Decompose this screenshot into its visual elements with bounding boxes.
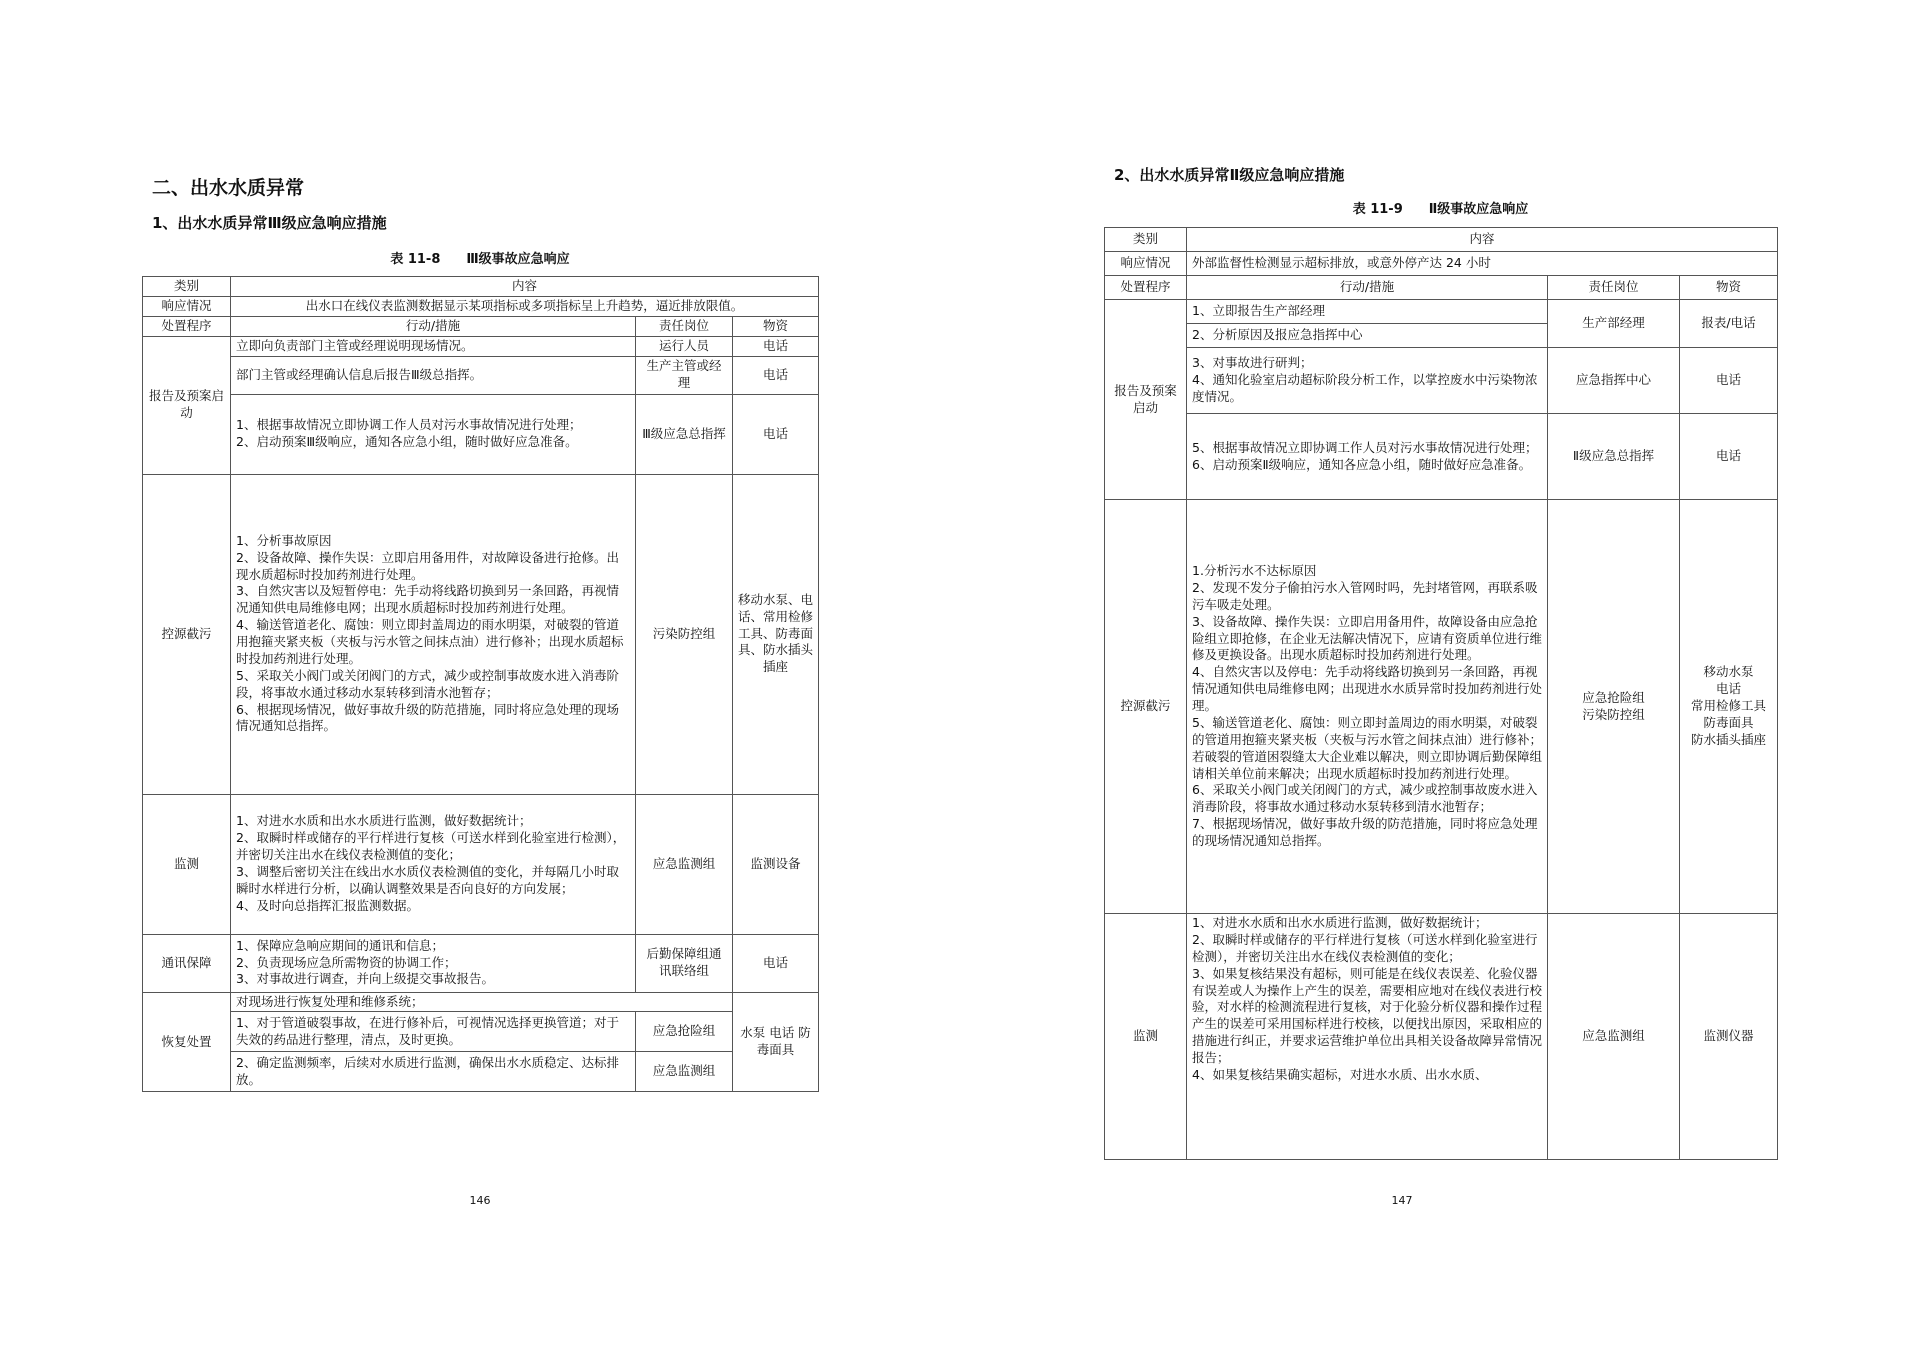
category-cell: 监测	[1105, 914, 1187, 1160]
post-cell: 应急监测组	[636, 1052, 733, 1092]
action-cell: 1、保障应急响应期间的通讯和信息； 2、负责现场应急所需物资的协调工作； 3、对事故进行调查，并向上级提交事故报告。	[231, 934, 636, 992]
material-cell: 监测设备	[733, 794, 819, 934]
table-11-9	[1104, 227, 1778, 1160]
action-cell: 1、分析事故原因 2、设备故障、操作失误：立即启用备用件，对故障设备进行抢修。出现水质超标时投加药剂进行处理。 3、自然灾害以及短暂停电：先手动将线路切换到另一条回路，再视情况通知供电局维修电网；出现水质超标时投加药剂进行处理。 4、输送管道老化、腐蚀：则立即封盖周边的雨水明渠，对破裂的管道用抱箍夹紧夹板（夹板与污水管之间抹点油）进行修补；出现水质超标时投加药剂进行处理。 5、采取关小阀门或关闭阀门的方式，减少或控制事故废水进入消毒阶段，将事故水通过移动水泵转移到清水池暂存； 6、根据现场情况，做好事故升级的防范措施，同时将应急处理的现场情况通知总指挥。	[231, 474, 636, 794]
page-number: 146	[469, 1194, 491, 1207]
action-cell: 立即向负责部门主管或经理说明现场情况。	[231, 336, 636, 356]
action-cell: 1、根据事故情况立即协调工作人员对污水事故情况进行处理； 2、启动预案Ⅲ级响应，通知各应急小组，随时做好应急准备。	[231, 394, 636, 474]
page-number: 147	[1391, 1194, 1413, 1207]
material-cell: 报表/电话	[1680, 300, 1778, 348]
action-cell: 5、根据事故情况立即协调工作人员对污水事故情况进行处理； 6、启动预案Ⅱ级响应，通知各应急小组，随时做好应急准备。	[1187, 414, 1548, 500]
header-content: 内容	[1187, 228, 1778, 252]
response-text: 出水口在线仪表监测数据显示某项指标或多项指标呈上升趋势，逼近排放限值。	[231, 296, 819, 316]
category-cell: 报告及预案启动	[1105, 300, 1187, 500]
post-cell: 污染防控组	[636, 474, 733, 794]
category-cell: 控源截污	[143, 474, 231, 794]
post-cell: 应急指挥中心	[1548, 348, 1680, 414]
action-cell: 1、立即报告生产部经理	[1187, 300, 1548, 324]
post-cell: 生产部经理	[1548, 300, 1680, 348]
material-cell: 电话	[733, 934, 819, 992]
response-label: 响应情况	[143, 296, 231, 316]
material-cell: 移动水泵 电话 常用检修工具 防毒面具 防水插头插座	[1680, 500, 1778, 914]
action-cell: 对现场进行恢复处理和维修系统；	[231, 992, 733, 1012]
action-cell: 1、对进水水质和出水水质进行监测，做好数据统计； 2、取瞬时样或储存的平行样进行复核（可送水样到化验室进行检测），并密切关注出水在线仪表检测值的变化； 3、如果复核结果没有超标，则可能是在线仪表误差、化验仪器有误差或人为操作上产生的误差，需要相应地对在线仪表进行校验，对水样的检测流程进行复核，对于化验分析仪器和操作过程产生的误差可采用国标样进行校核，以便找出原因，采取相应的措施进行纠正，并要求运营维护单位出具相关设备故障异常情况报告； 4、如果复核结果确实超标，对进水水质、出水水质、	[1187, 914, 1548, 1160]
category-cell: 通讯保障	[143, 934, 231, 992]
material-cell: 电话	[1680, 348, 1778, 414]
post-cell: 生产主管或经理	[636, 356, 733, 394]
post-cell: 后勤保障组通讯联络组	[636, 934, 733, 992]
action-cell: 1、对进水水质和出水水质进行监测，做好数据统计； 2、取瞬时样或储存的平行样进行复核（可送水样到化验室进行检测），并密切关注出水在线仪表检测值的变化； 3、调整后密切关注在线出水水质仪表检测值的变化，并每隔几小时取瞬时水样进行分析，以确认调整效果是否向良好的方向发展； 4、及时向总指挥汇报监测数据。	[231, 794, 636, 934]
header-content: 内容	[231, 277, 819, 297]
response-label: 响应情况	[1105, 252, 1187, 276]
post-cell: 应急抢险组 污染防控组	[1548, 500, 1680, 914]
post-cell: 应急抢险组	[636, 1012, 733, 1052]
header-post: 责任岗位	[636, 316, 733, 336]
header-action: 行动/措施	[1187, 276, 1548, 300]
material-cell: 电话	[733, 394, 819, 474]
subsection-heading: 2、出水水质异常Ⅱ级应急响应措施	[1114, 166, 1345, 184]
action-cell: 部门主管或经理确认信息后报告Ⅲ级总指挥。	[231, 356, 636, 394]
header-material: 物资	[1680, 276, 1778, 300]
action-cell: 3、对事故进行研判； 4、通知化验室启动超标阶段分析工作，以掌控废水中污染物浓度情况。	[1187, 348, 1548, 414]
post-cell: 应急监测组	[636, 794, 733, 934]
section-heading: 二、出水水质异常	[152, 177, 305, 199]
procedure-label: 处置程序	[143, 316, 231, 336]
table-caption: 表 11-8 Ⅲ级事故应急响应	[390, 252, 570, 267]
header-material: 物资	[733, 316, 819, 336]
category-cell: 恢复处置	[143, 992, 231, 1092]
response-text: 外部监督性检测显示超标排放，或意外停产达 24 小时	[1187, 252, 1778, 276]
action-cell: 1、对于管道破裂事故，在进行修补后，可视情况选择更换管道；对于失效的药品进行整理，清点，及时更换。	[231, 1012, 636, 1052]
header-action: 行动/措施	[231, 316, 636, 336]
header-category: 类别	[143, 277, 231, 297]
material-cell: 电话	[1680, 414, 1778, 500]
action-cell: 1.分析污水不达标原因 2、发现不发分子偷拍污水入管网时吗，先封堵管网，再联系吸污车吸走处理。 3、设备故障、操作失误：立即启用备用件，故障设备由应急抢险组立即抢修，在企业无法解决情况下，应请有资质单位进行维修及更换设备。出现水质超标时投加药剂进行处理。 4、自然灾害以及停电：先手动将线路切换到另一条回路，再视情况通知供电局维修电网；出现进水水质异常时投加药剂进行处理。 5、输送管道老化、腐蚀：则立即封盖周边的雨水明渠，对破裂的管道用抱箍夹紧夹板（夹板与污水管之间抹点油）进行修补；若破裂的管道困裂缝太大企业难以解决，则立即协调后勤保障组请相关单位前来解决；出现水质超标时投加药剂进行处理。 6、采取关小阀门或关闭阀门的方式，减少或控制事故废水进入消毒阶段，将事故水通过移动水泵转移到清水池暂存； 7、根据现场情况，做好事故升级的防范措施，同时将应急处理的现场情况通知总指挥。	[1187, 500, 1548, 914]
subsection-heading: 1、出水水质异常Ⅲ级应急响应措施	[152, 214, 387, 232]
header-post: 责任岗位	[1548, 276, 1680, 300]
category-cell: 控源截污	[1105, 500, 1187, 914]
post-cell: 运行人员	[636, 336, 733, 356]
material-cell: 水泵 电话 防毒面具	[733, 992, 819, 1092]
table-11-8	[142, 276, 819, 1092]
material-cell: 电话	[733, 356, 819, 394]
material-cell: 监测仪器	[1680, 914, 1778, 1160]
post-cell: 应急监测组	[1548, 914, 1680, 1160]
header-category: 类别	[1105, 228, 1187, 252]
post-cell: Ⅲ级应急总指挥	[636, 394, 733, 474]
category-cell: 报告及预案启动	[143, 336, 231, 474]
category-cell: 监测	[143, 794, 231, 934]
action-cell: 2、分析原因及报应急指挥中心	[1187, 324, 1548, 348]
post-cell: Ⅱ级应急总指挥	[1548, 414, 1680, 500]
material-cell: 电话	[733, 336, 819, 356]
table-caption: 表 11-9 Ⅱ级事故应急响应	[1352, 202, 1529, 217]
page-right	[960, 0, 1920, 1358]
material-cell: 移动水泵、电话、常用检修工具、防毒面具、防水插头插座	[733, 474, 819, 794]
procedure-label: 处置程序	[1105, 276, 1187, 300]
action-cell: 2、确定监测频率，后续对水质进行监测，确保出水水质稳定、达标排放。	[231, 1052, 636, 1092]
